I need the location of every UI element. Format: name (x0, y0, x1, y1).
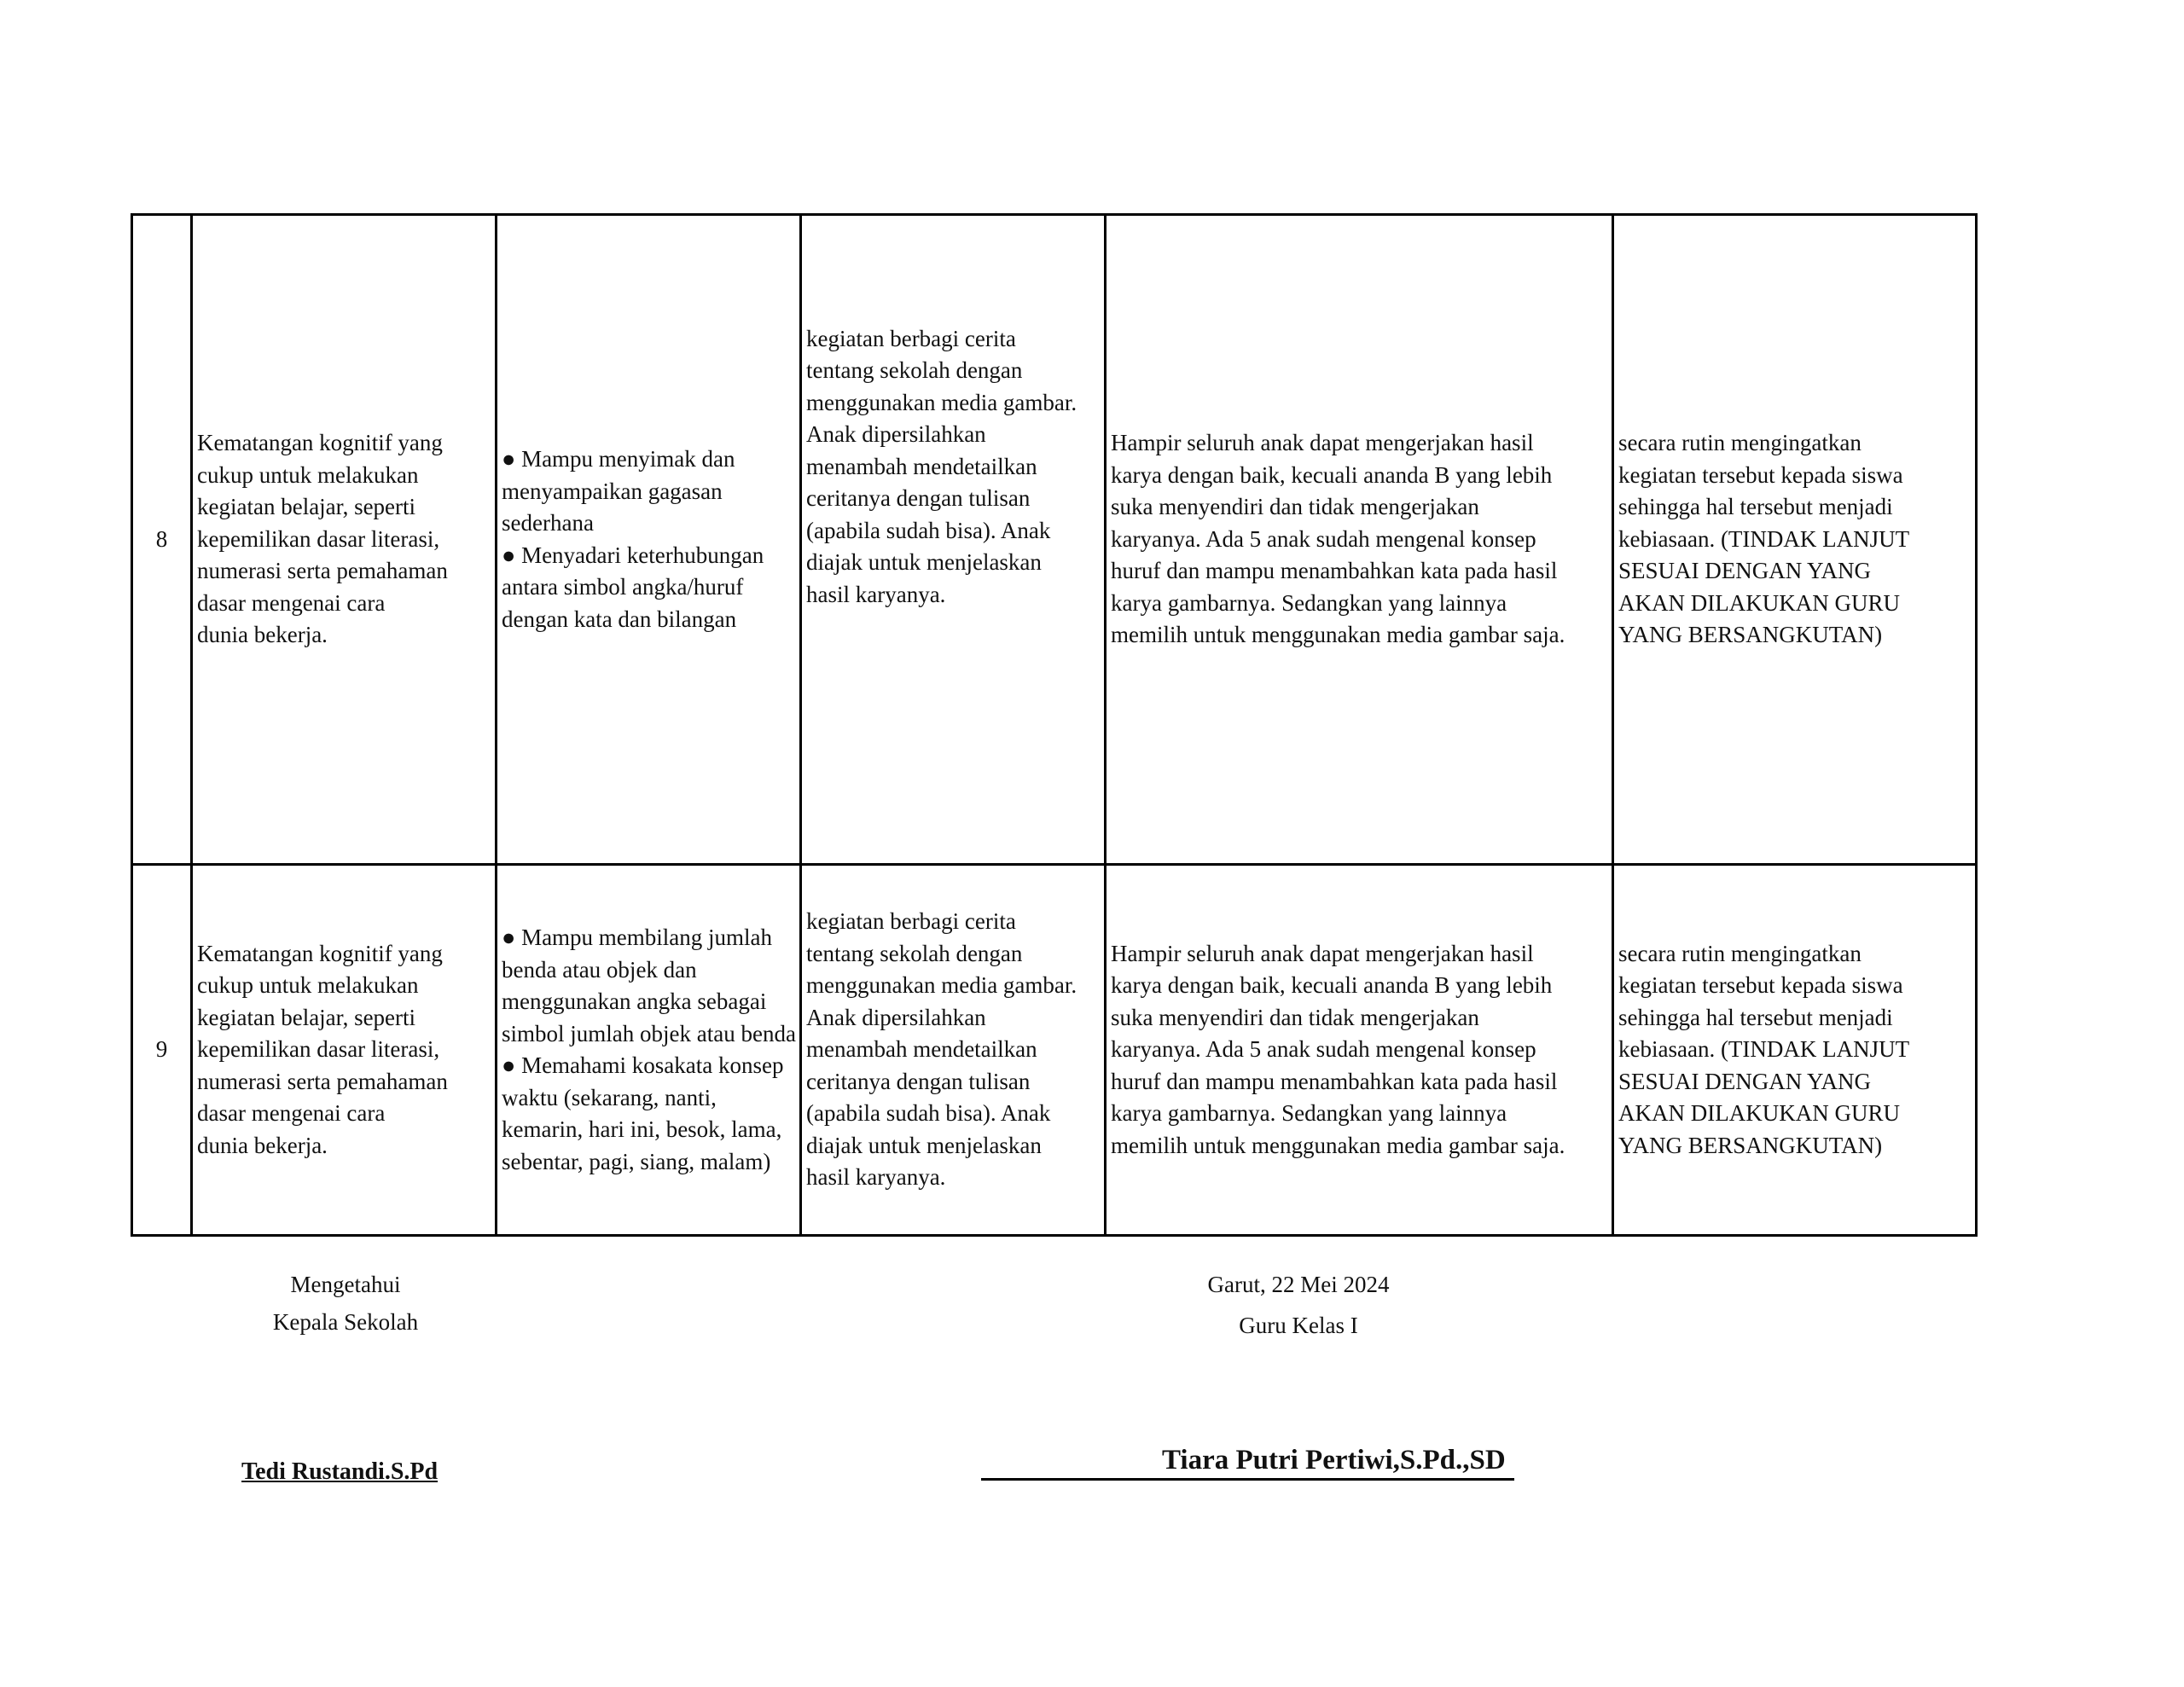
row-number: 8 (132, 215, 192, 865)
assessment-table (131, 213, 1978, 1237)
result-cell: Hampir seluruh anak dapat mengerjakan hasil karya dengan baik, kecuali ananda B yang lebih suka menyendiri dan tidak mengerjakan karyanya. Ada 5 anak sudah mengenal konsep huruf dan mampu menambahkan kata pada hasil karya gambarnya. Sedangkan yang lainnya memilih untuk menggunakan media gambar saja. (1106, 215, 1613, 865)
acknowledged-label: Mengetahui (290, 1272, 401, 1297)
row-number: 9 (132, 865, 192, 1236)
indicator-cell (497, 215, 801, 865)
teacher-name: Tiara Putri Pertiwi,S.Pd.,SD (1162, 1445, 1506, 1475)
indicator-list (502, 443, 796, 635)
principal-signature-block (213, 1266, 478, 1341)
indicator-item: ● Memahami kosakata konsep waktu (sekarang, nanti, kemarin, hari ini, besok, lama, sebentar, pagi, siang, malam) (502, 1050, 796, 1178)
principal-title: Kepala Sekolah (272, 1309, 419, 1335)
activity-cell: kegiatan berbagi cerita tentang sekolah dengan menggunakan media gambar. Anak dipersilahkan menambah mendetailkan ceritanya dengan tulisan (apabila sudah bisa). Anak diajak untuk menjelaskan hasil karyanya. (801, 215, 1106, 865)
activity-cell: kegiatan berbagi cerita tentang sekolah dengan menggunakan media gambar. Anak dipersilahkan menambah mendetailkan ceritanya dengan tulisan (apabila sudah bisa). Anak diajak untuk menjelaskan hasil karyanya. (801, 865, 1106, 1236)
result-cell: Hampir seluruh anak dapat mengerjakan hasil karya dengan baik, kecuali ananda B yang lebih suka menyendiri dan tidak mengerjakan karyanya. Ada 5 anak sudah mengenal konsep huruf dan mampu menambahkan kata pada hasil karya gambarnya. Sedangkan yang lainnya memilih untuk menggunakan media gambar saja. (1106, 865, 1613, 1236)
indicator-item: ● Mampu menyimak dan menyampaikan gagasan sederhana (502, 443, 796, 540)
learning-goal-cell: Kematangan kognitif yang cukup untuk melakukan kegiatan belajar, seperti kepemilikan dasar literasi, numerasi serta pemahaman dasar mengenai cara dunia bekerja. (192, 215, 497, 865)
follow-up-cell: secara rutin mengingatkan kegiatan tersebut kepada siswa sehingga hal tersebut menjadi kebiasaan. (TINDAK LANJUT SESUAI DENGAN YANG AKAN DILAKUKAN GURU YANG BERSANGKUTAN) (1613, 865, 1977, 1236)
signature-line (981, 1478, 1514, 1481)
table-row (132, 865, 1977, 1236)
teacher-title: Guru Kelas I (1239, 1313, 1358, 1338)
indicator-list (502, 922, 796, 1178)
follow-up-cell: secara rutin mengingatkan kegiatan tersebut kepada siswa sehingga hal tersebut menjadi kebiasaan. (TINDAK LANJUT SESUAI DENGAN YANG AKAN DILAKUKAN GURU YANG BERSANGKUTAN) (1613, 215, 1977, 865)
indicator-item: ● Menyadari keterhubungan antara simbol angka/huruf dengan kata dan bilangan (502, 540, 796, 636)
place-date: Garut, 22 Mei 2024 (1207, 1272, 1390, 1297)
learning-goal-cell: Kematangan kognitif yang cukup untuk melakukan kegiatan belajar, seperti kepemilikan dasar literasi, numerasi serta pemahaman dasar mengenai cara dunia bekerja. (192, 865, 497, 1236)
indicator-item: ● Mampu membilang jumlah benda atau objek dan menggunakan angka sebagai simbol jumlah objek atau benda (502, 922, 796, 1050)
table-row (132, 215, 1977, 865)
principal-name: Tedi Rustandi.S.Pd (241, 1458, 439, 1485)
indicator-cell (497, 865, 801, 1236)
teacher-signature-block (1128, 1264, 1469, 1346)
